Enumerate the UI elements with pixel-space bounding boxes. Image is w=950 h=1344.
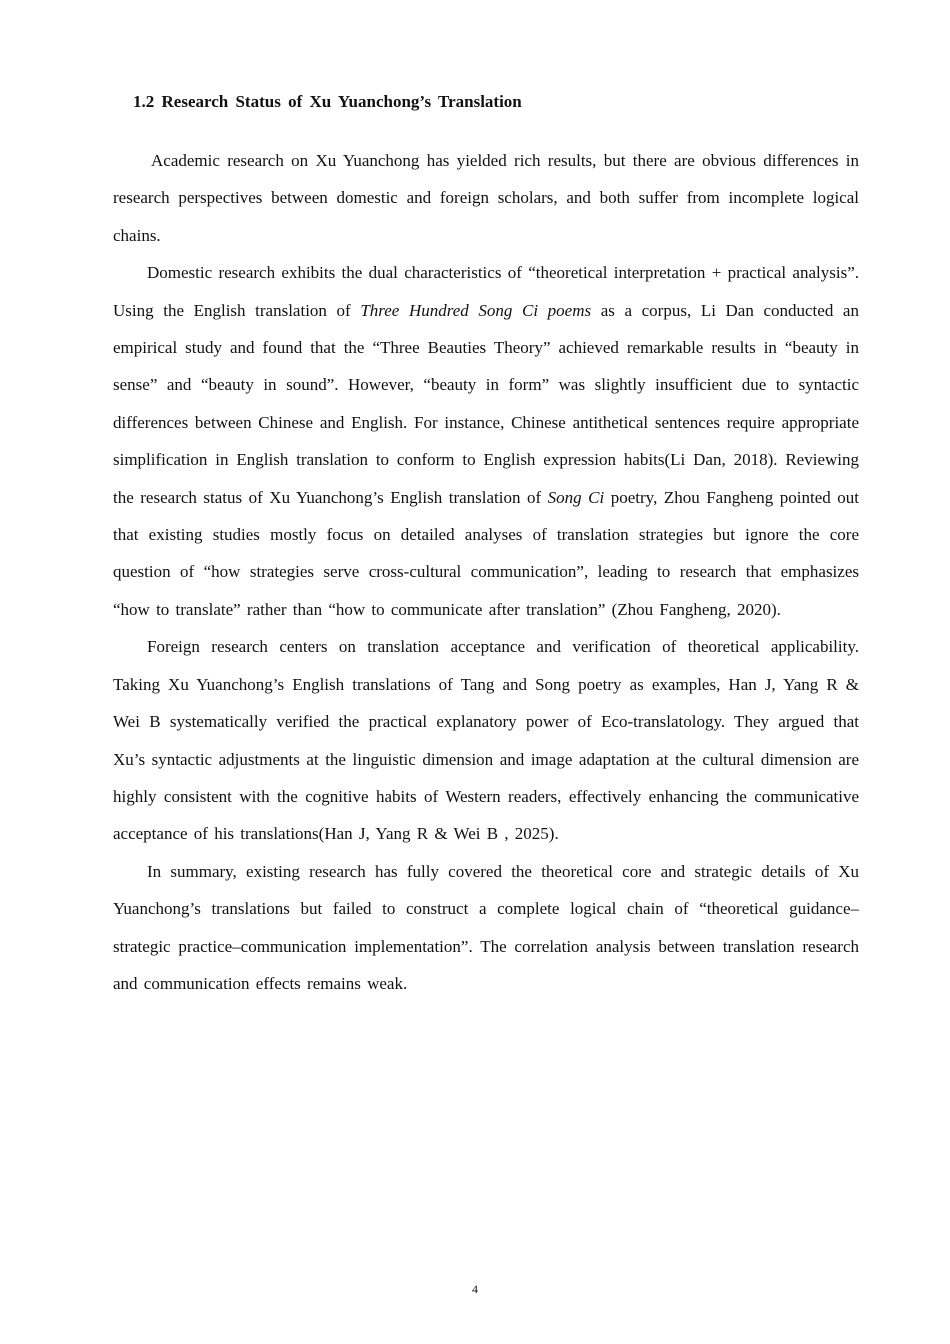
italic-title: Three Hundred Song Ci poems: [360, 300, 592, 320]
paragraph: [113, 254, 859, 628]
paragraph: [113, 853, 859, 1003]
body-text: [113, 142, 859, 1002]
text-segment: Foreign research centers on translation acceptance and verification of theoretical applicability. Taking Xu Yuanchong’s English translations of Tang and Song poetry as examples, Han J, Yang R & Wei B systematically verified the practical explanatory power of Eco-translatology. They argued that Xu’s syntactic adjustments at the linguistic dimension and image adaptation at the cultural dimension are highly consistent with the cognitive habits of Western readers, effectively enhancing the communicative acceptance of his translations(Han J, Yang R & Wei B , 2025).: [113, 637, 859, 844]
text-segment: Academic research on Xu Yuanchong has yielded rich results, but there are obvious differences in research perspectives between domestic and foreign scholars, and both suffer from incomplete logical chains.: [113, 151, 859, 245]
page-number: 4: [472, 1282, 478, 1296]
text-segment: as a corpus, Li Dan conducted an empirical study and found that the “Three Beauties Theory” achieved remarkable results in “beauty in sense” and “beauty in sound”. However, “beauty in form” was slightly insufficient due to syntactic differences between Chinese and English. For instance, Chinese antithetical sentences require appropriate simplification in English translation to conform to English expression habits(Li Dan, 2018). Reviewing the research status of Xu Yuanchong’s English translation of: [113, 300, 859, 507]
italic-title: Song Ci: [547, 487, 605, 507]
text-segment: Domestic research exhibits the dual characteristics of “theoretical interpretation + practical analysis”. Using the English translation of: [113, 263, 859, 320]
paragraph: [113, 628, 859, 852]
section-heading: 1.2 Research Status of Xu Yuanchong’s Translation: [133, 92, 522, 111]
paragraph: [113, 142, 859, 254]
text-segment: In summary, existing research has fully covered the theoretical core and strategic details of Xu Yuanchong’s translations but failed to construct a complete logical chain of “theoretical guidance–strategic practice–communication implementation”. The correlation analysis between translation research and communication effects remains weak.: [113, 861, 859, 993]
text-segment: poetry, Zhou Fangheng pointed out that existing studies mostly focus on detailed analyses of translation strategies but ignore the core question of “how strategies serve cross-cultural communication”, leading to research that emphasizes “how to translate” rather than “how to communicate after translation” (Zhou Fangheng, 2020).: [113, 487, 860, 619]
